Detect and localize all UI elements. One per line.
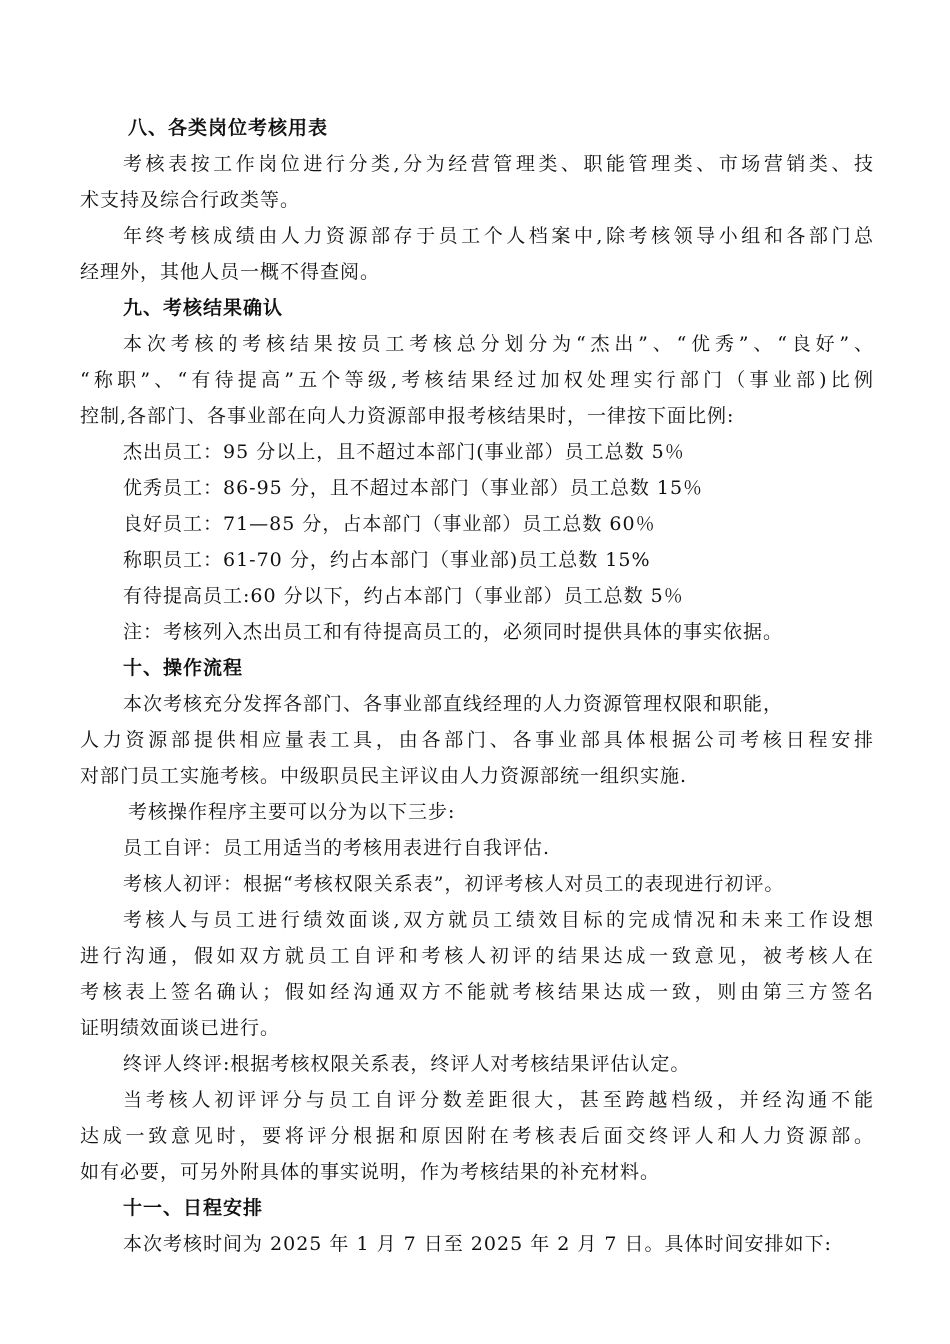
- paragraph-line: 进行沟通，假如双方就员工自评和考核人初评的结果达成一致意见，被考核人在: [80, 945, 874, 967]
- paragraph-line: 本次考核时间为 2025 年 1 月 7 日至 2025 年 2 月 7 日。具体时间安排如下:: [123, 1233, 832, 1255]
- paragraph-line: 考核表上签名确认；假如经沟通双方不能就考核结果达成一致，则由第三方签名: [80, 981, 874, 1003]
- paragraph-line: 控制,各部门、各事业部在向人力资源部申报考核结果时，一律按下面比例:: [80, 405, 735, 427]
- paragraph-line: 人力资源部提供相应量表工具，由各部门、各事业部具体根据公司考核日程安排: [80, 729, 874, 751]
- paragraph-line: 术支持及综合行政类等。: [80, 189, 301, 211]
- section-heading-10: 十、操作流程: [123, 657, 244, 679]
- paragraph-line: 如有必要，可另外附具体的事实说明，作为考核结果的补充材料。: [80, 1161, 661, 1183]
- note-line: 注：考核列入杰出员工和有待提高员工的，必须同时提供具体的事实依据。: [123, 621, 784, 643]
- paragraph-line: 考核表按工作岗位进行分类,分为经营管理类、职能管理类、市场营销类、技: [123, 153, 874, 175]
- paragraph-line: “称职”、“有待提高”五个等级,考核结果经过加权处理实行部门（事业部)比例: [80, 369, 874, 391]
- paragraph-line: 本次考核充分发挥各部门、各事业部直线经理的人力资源管理权限和职能，: [123, 693, 784, 715]
- paragraph-line: 员工自评：员工用适当的考核用表进行自我评估.: [123, 837, 551, 859]
- section-heading-9: 九、考核结果确认: [123, 297, 284, 319]
- section-heading-8: 八、各类岗位考核用表: [128, 117, 329, 139]
- document-page: [80, 110, 874, 1262]
- level-item-good: 良好员工：71—85 分，占本部门（事业部）员工总数 60％: [123, 513, 656, 535]
- paragraph-line: 考核操作程序主要可以分为以下三步:: [128, 801, 456, 823]
- level-item-competent: 称职员工：61-70 分，约占本部门（事业部)员工总数 15%: [123, 549, 651, 571]
- paragraph-line: 年终考核成绩由人力资源部存于员工个人档案中,除考核领导小组和各部门总: [123, 225, 874, 247]
- level-item-excellent: 优秀员工：86-95 分，且不超过本部门（事业部）员工总数 15％: [123, 477, 704, 499]
- paragraph-line: 考核人与员工进行绩效面谈,双方就员工绩效目标的完成情况和未来工作设想: [123, 909, 874, 931]
- paragraph-line: 经理外，其他人员一概不得查阅。: [80, 261, 381, 283]
- section-heading-11: 十一、日程安排: [123, 1197, 264, 1219]
- paragraph-line: 考核人初评：根据“考核权限关系表”，初评考核人对员工的表现进行初评。: [123, 873, 785, 895]
- paragraph-line: 终评人终评:根据考核权限关系表，终评人对考核结果评估认定。: [123, 1053, 691, 1075]
- level-item-needs-improvement: 有待提高员工:60 分以下，约占本部门（事业部）员工总数 5％: [123, 585, 684, 607]
- paragraph-line: 达成一致意见时，要将评分根据和原因附在考核表后面交终评人和人力资源部。: [80, 1125, 874, 1147]
- paragraph-line: 当考核人初评评分与员工自评分数差距很大，甚至跨越档级，并经沟通不能: [123, 1089, 874, 1111]
- paragraph-line: 本次考核的考核结果按员工考核总分划分为“杰出”、“优秀”、“良好”、: [123, 333, 874, 355]
- level-item-outstanding: 杰出员工：95 分以上，且不超过本部门(事业部）员工总数 5％: [123, 441, 685, 463]
- paragraph-line: 对部门员工实施考核。中级职员民主评议由人力资源部统一组织实施.: [80, 765, 688, 787]
- paragraph-line: 证明绩效面谈已进行。: [80, 1017, 281, 1039]
